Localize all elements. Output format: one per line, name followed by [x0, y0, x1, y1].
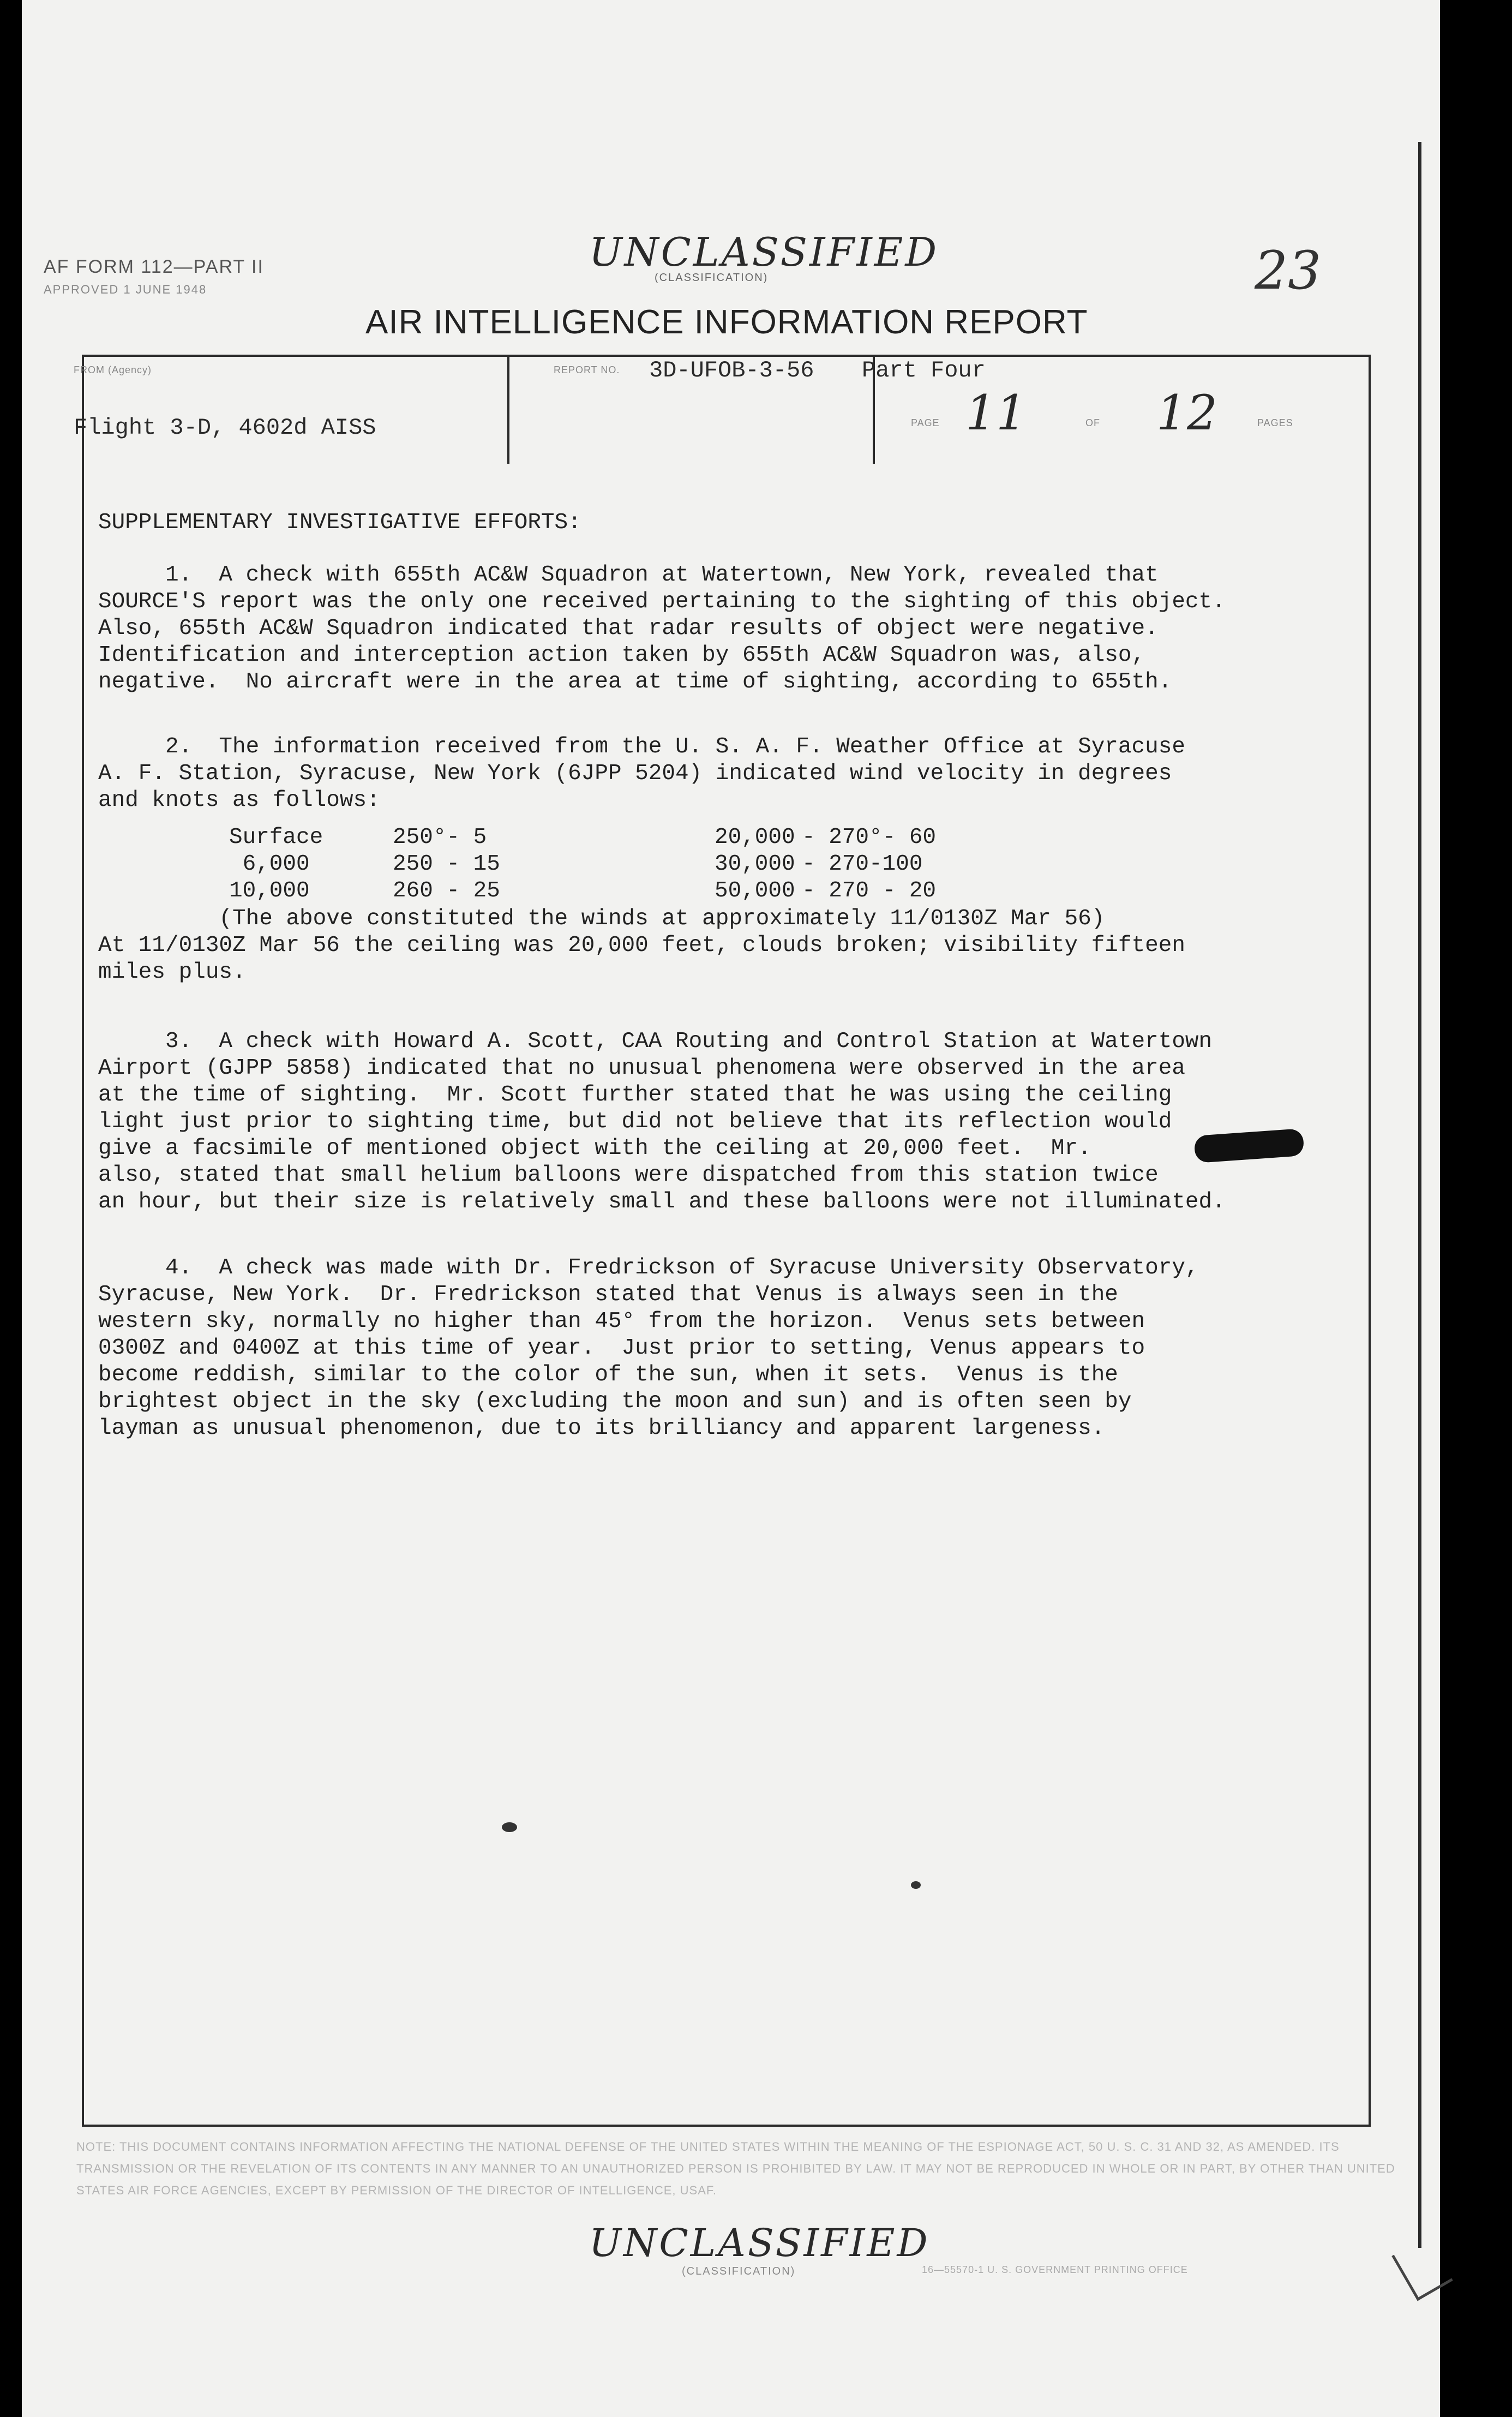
report-no-value: 3D-UFOB-3-56: [649, 357, 814, 384]
section-heading: SUPPLEMENTARY INVESTIGATIVE EFFORTS:: [98, 510, 581, 535]
of-value: 12: [1156, 385, 1217, 441]
wind-altitude: 30,000: [715, 852, 795, 877]
sheet-edge: [1418, 142, 1443, 2248]
form-number: AF FORM 112—PART II: [44, 256, 264, 277]
classification-top-label: (CLASSIFICATION): [655, 272, 769, 284]
classification-bottom-label: (CLASSIFICATION): [682, 2265, 796, 2277]
wind-direction-speed: 250°- 5: [393, 825, 487, 850]
paragraph-3: 3. A check with Howard A. Scott, CAA Routing and Control Station at Watertown Airport (GJPP 5858) indicated that no unusual phenomena were observed in the area at the time of sighting. Mr. Scott further stated that he was using the ceiling light just prior to sighting time, but did not believe that its reflection would give a facsimile of mentioned object with the ceiling at 20,000 feet. Mr. also, stated that small helium balloons were dispatched from this station twice an hour, but their size is relatively small and these balloons were not illuminated.: [98, 1029, 1226, 1215]
page-value: 11: [965, 385, 1027, 441]
from-label: FROM (Agency): [74, 364, 152, 375]
document-sheet: [22, 0, 1440, 2417]
report-no-label: REPORT NO.: [554, 364, 620, 375]
part-value: Part Four: [862, 357, 986, 384]
paragraph-2-note: (The above constituted the winds at approximately 11/0130Z Mar 56) At 11/0130Z Mar 56 the ceiling was 20,000 feet, clouds broken; visibility fifteen miles plus.: [98, 906, 1185, 985]
wind-altitude: 10,000: [229, 878, 310, 904]
pages-label: PAGES: [1257, 417, 1293, 428]
from-value: Flight 3-D, 4602d AISS: [74, 415, 376, 441]
corner-mark: [1391, 2236, 1453, 2301]
classification-top: UNCLASSIFIED: [589, 229, 939, 275]
paragraph-4: 4. A check was made with Dr. Fredrickson of Syracuse University Observatory, Syracuse, New York. Dr. Fredrickson stated that Venus is always seen in the western sky, normally no higher than 45° from the horizon. Venus sets between 0300Z and 0400Z at this time of year. Just prior to setting, Venus appears to become reddish, similar to the color of the sun, when it sets. Venus is the brightest object in the sky (excluding the moon and sun) and is often seen by layman as unusual phenomenon, due to its brilliancy and apparent largeness.: [98, 1255, 1199, 1441]
printing-office-line: 16—55570-1 U. S. GOVERNMENT PRINTING OFFICE: [922, 2264, 1188, 2275]
paragraph-1: 1. A check with 655th AC&W Squadron at Watertown, New York, revealed that SOURCE'S report was the only one received pertaining to the sighting of this object. Also, 655th AC&W Squadron indicated that radar results of object were negative. Identification and interception action taken by 655th AC&W Squadron was, also, negative. No aircraft were in the area at time of sighting, according to 655th.: [98, 563, 1226, 695]
wind-direction-speed: 260 - 25: [393, 878, 500, 904]
report-title: AIR INTELLIGENCE INFORMATION REPORT: [365, 303, 1088, 341]
wind-direction-speed: 250 - 15: [393, 852, 500, 877]
wind-altitude: 50,000: [715, 878, 795, 904]
wind-altitude: 6,000: [229, 852, 310, 877]
wind-altitude: 20,000: [715, 825, 795, 850]
page-label: PAGE: [911, 417, 940, 428]
wind-direction-speed: - 270 - 20: [802, 878, 937, 904]
wind-altitude: Surface: [229, 825, 323, 850]
handwritten-page-count: 23: [1255, 240, 1322, 301]
classification-bottom: UNCLASSIFIED: [589, 2221, 930, 2265]
scan-speck: [911, 1881, 921, 1889]
scan-speck: [502, 1822, 517, 1832]
of-label: OF: [1085, 417, 1100, 428]
paragraph-2-intro: 2. The information received from the U. S. A. F. Weather Office at Syracuse A. F. Station, Syracuse, New York (6JPP 5204) indicated wind velocity in degrees and knots as follows:: [98, 734, 1185, 813]
wind-direction-speed: - 270-100: [802, 852, 923, 877]
form-approved-date: APPROVED 1 JUNE 1948: [44, 283, 207, 296]
wind-direction-speed: - 270°- 60: [802, 825, 937, 850]
header-divider: [507, 355, 509, 464]
espionage-act-notice: NOTE: THIS DOCUMENT CONTAINS INFORMATION AFFECTING THE NATIONAL DEFENSE OF THE UNITED STATES WITHIN THE MEANING OF THE ESPIONAGE ACT, 50 U. S. C. 31 AND 32, AS AMENDED. ITS TRANSMISSION OR THE REVELATION OF ITS CONTENTS IN ANY MANNER TO AN UNAUTHORIZED PERSON IS PROHIBITED BY LAW. IT MAY NOT BE REPRODUCED IN WHOLE OR IN PART, BY OTHER THAN UNITED STATES AIR FORCE AGENCIES, EXCEPT BY PERMISSION OF THE DIRECTOR OF INTELLIGENCE, USAF.: [76, 2140, 1395, 2197]
